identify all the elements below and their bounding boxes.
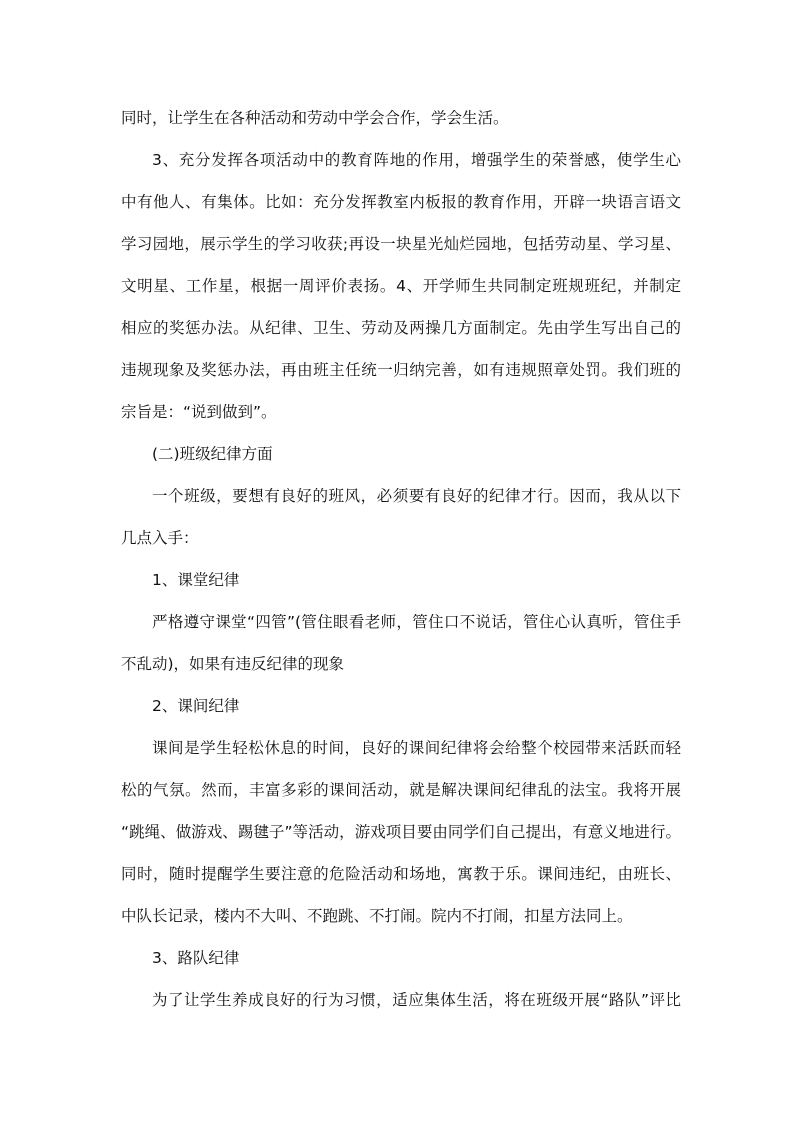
- text-line: 违规现象及奖惩办法，再由班主任统一归纳完善，如有违规照章处罚。我们班的: [121, 361, 681, 379]
- text-line: 学习园地，展示学生的学习收获;再设一块星光灿烂园地，包括劳动星、学习星、: [121, 235, 681, 253]
- text-line: 课间是学生轻松休息的时间，良好的课间纪律将会给整个校园带来活跃而轻: [152, 739, 681, 757]
- text-line: 文明星、工作星，根据一周评价表扬。4、开学师生共同制定班规班纪，并制定: [121, 277, 681, 295]
- section-heading: (二)班级纪律方面: [152, 445, 273, 463]
- text-line: 为了让学生养成良好的行为习惯，适应集体生活，将在班级开展“路队”评比: [152, 991, 681, 1009]
- text-line: 3、充分发挥各项活动中的教育阵地的作用，增强学生的荣誉感，使学生心: [152, 151, 681, 169]
- subsection-heading: 3、路队纪律: [152, 949, 240, 967]
- text-line: 松的气氛。然而，丰富多彩的课间活动，就是解决课间纪律乱的法宝。我将开展: [121, 781, 681, 799]
- text-line: 不乱动)，如果有违反纪律的现象: [121, 655, 345, 673]
- text-line: “跳绳、做游戏、踢毽子”等活动，游戏项目要由同学们自己提出，有意义地进行。: [121, 823, 681, 841]
- text-line: 一个班级，要想有良好的班风，必须要有良好的纪律才行。因而，我从以下: [152, 487, 681, 505]
- text-line: 几点入手：: [121, 529, 199, 547]
- text-line: 宗旨是：“说到做到”。: [121, 403, 277, 421]
- subsection-heading: 1、课堂纪律: [152, 571, 240, 589]
- subsection-heading: 2、课间纪律: [152, 697, 240, 715]
- text-line: 中有他人、有集体。比如：充分发挥教室内板报的教育作用，开辟一块语言语文: [121, 193, 681, 211]
- text-line: 中队长记录，楼内不大叫、不跑跳、不打闹。院内不打闹，扣星方法同上。: [121, 907, 633, 925]
- text-line: 相应的奖惩办法。从纪律、卫生、劳动及两操几方面制定。先由学生写出自己的: [121, 319, 681, 337]
- text-line: 同时，让学生在各种活动和劳动中学会合作，学会生活。: [121, 109, 509, 127]
- text-line: 同时，随时提醒学生要注意的危险活动和场地，寓教于乐。课间违纪，由班长、: [121, 865, 681, 883]
- text-line: 严格遵守课堂“四管”(管住眼看老师，管住口不说话，管住心认真听，管住手: [152, 613, 681, 631]
